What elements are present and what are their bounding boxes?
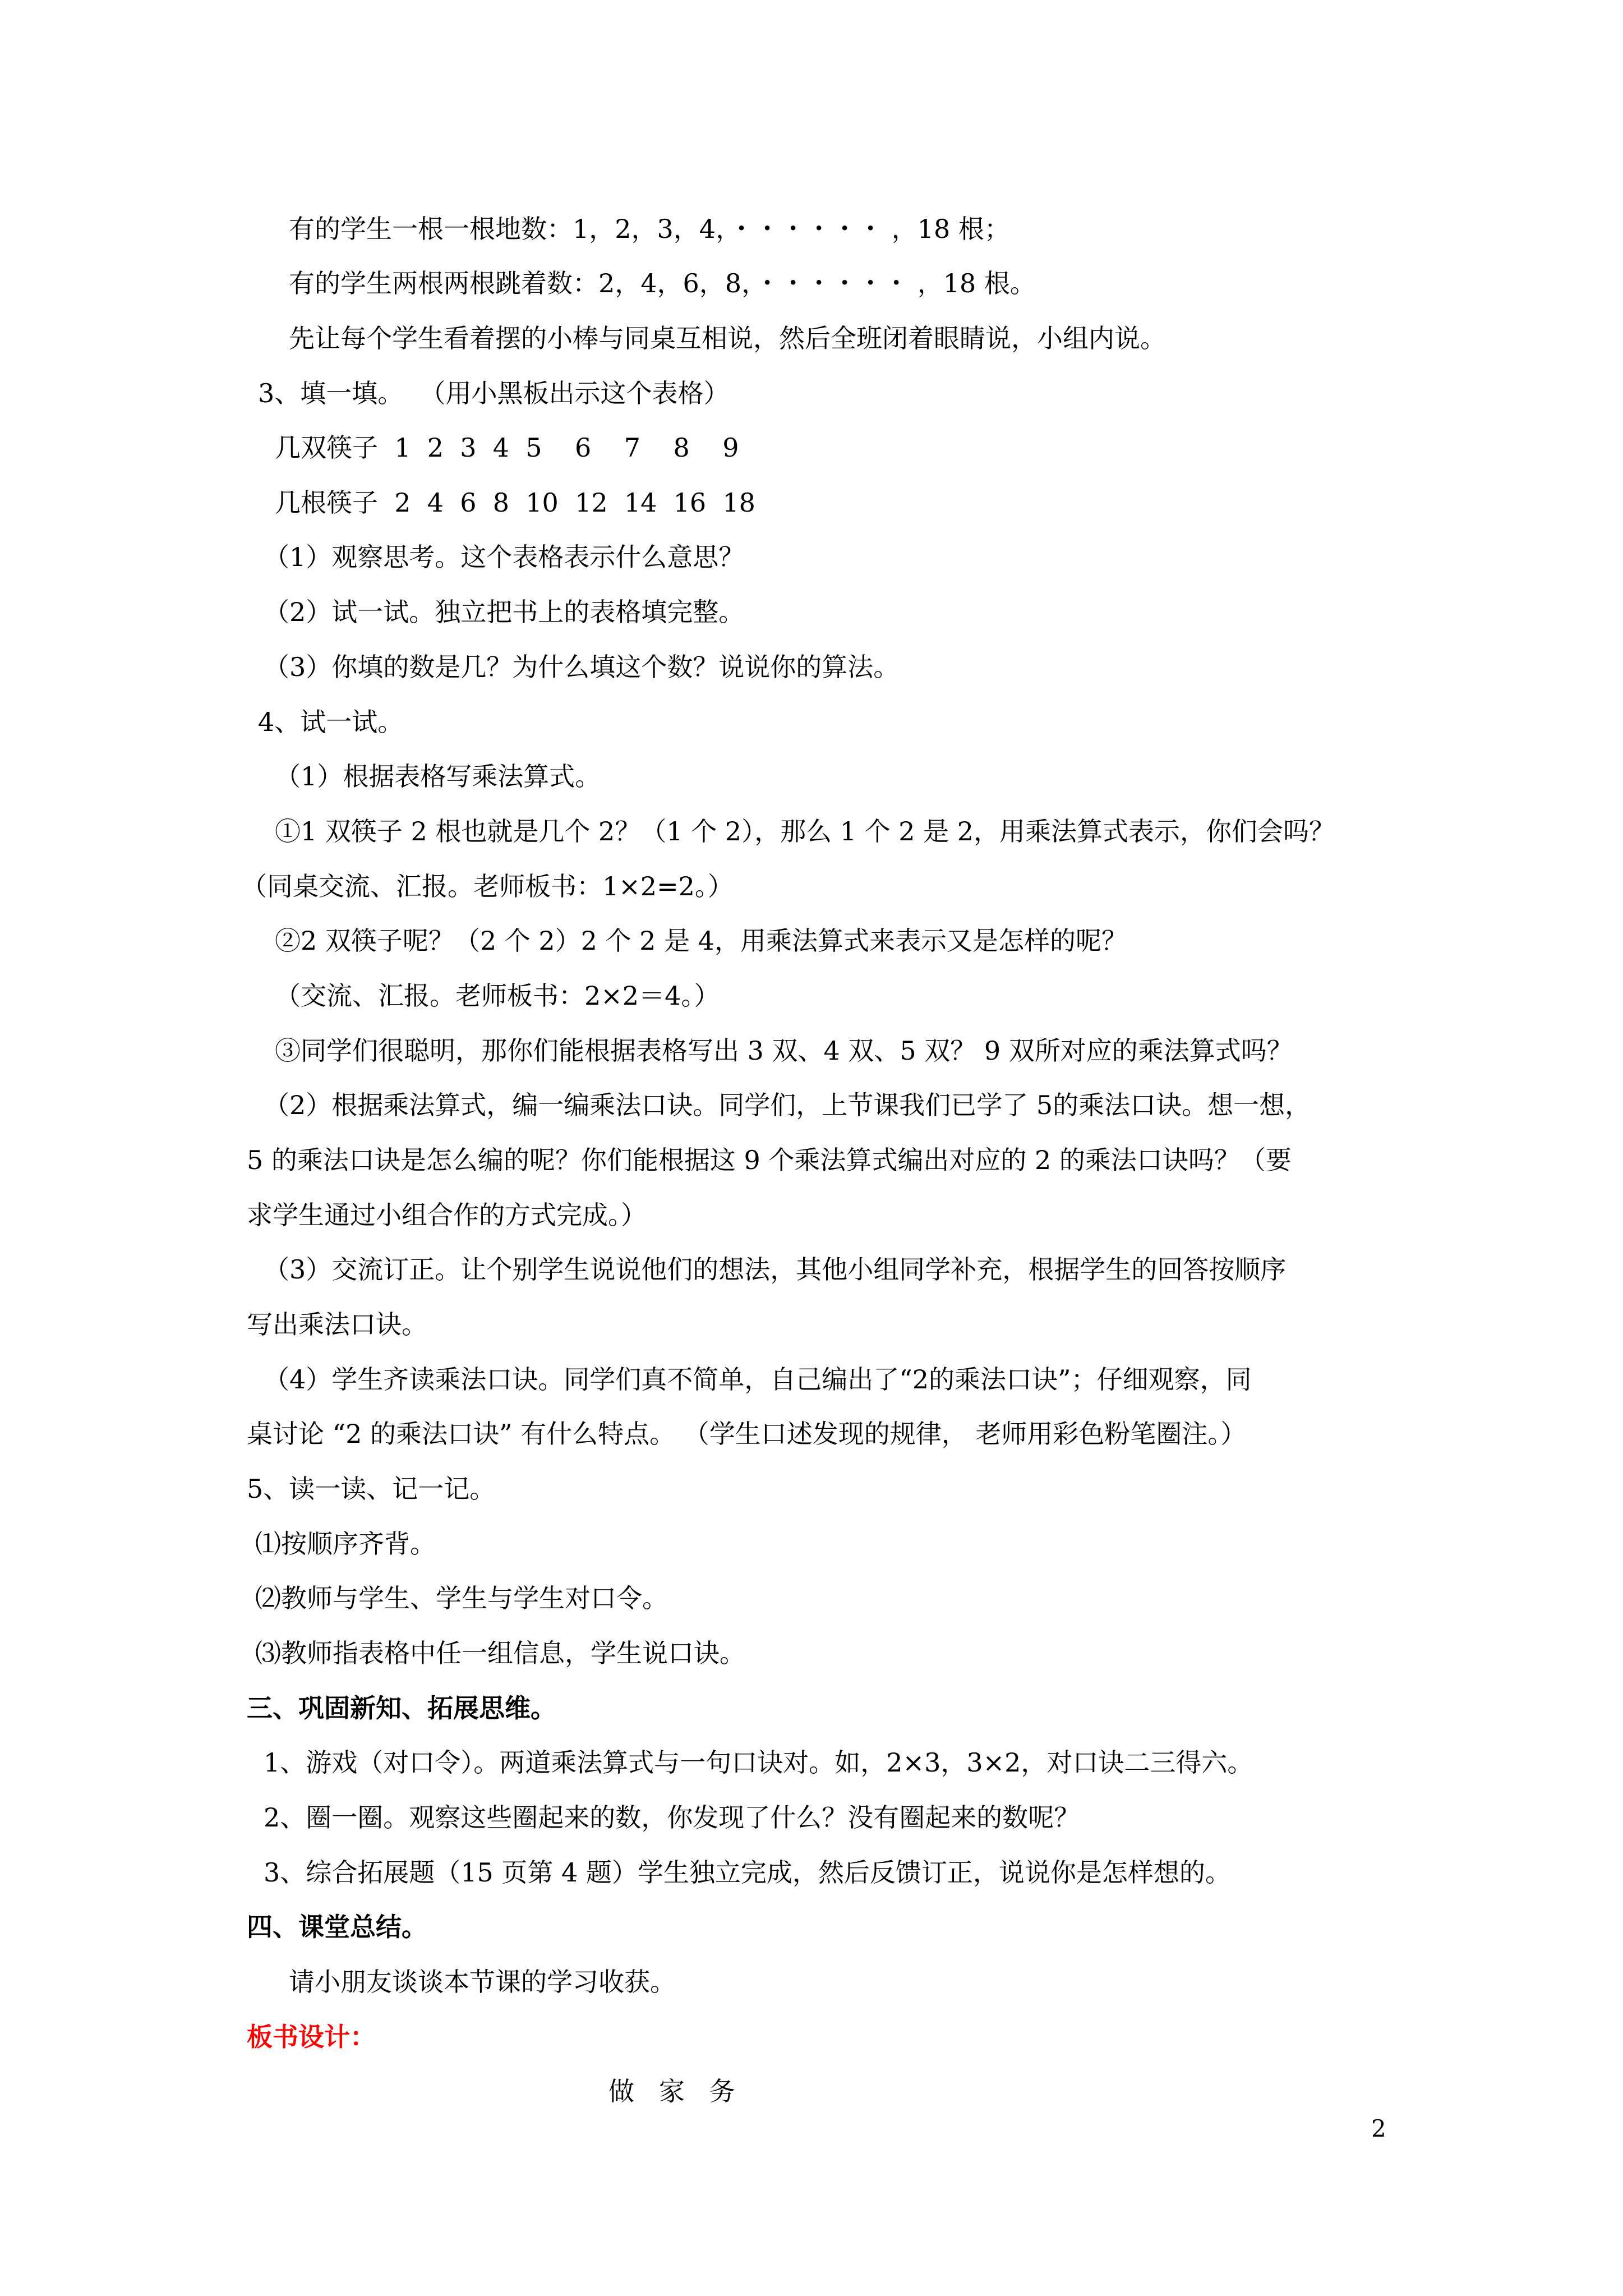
text-line: 5、读一读、记一记。 bbox=[247, 1474, 496, 1504]
text-line: ③同学们很聪明，那你们能根据表格写出 3 双、4 双、5 双？ 9 双所对应的乘法算式吗？ bbox=[275, 1036, 1293, 1066]
text-line: ⑵教师与学生、学生与学生对口令。 bbox=[255, 1583, 668, 1613]
text-line: （2）试一试。独立把书上的表格填完整。 bbox=[264, 597, 745, 627]
text-line: ①1 双筷子 2 根也就是几个 2？（1 个 2），那么 1 个 2 是 2，用乘法算式表示，你们会吗？ bbox=[275, 816, 1335, 846]
text-line: ⑶教师指表格中任一组信息，学生说口诀。 bbox=[255, 1638, 745, 1668]
text-line: （1）观察思考。这个表格表示什么意思？ bbox=[264, 542, 745, 572]
text-line: 3、综合拓展题（15 页第 4 题）学生独立完成，然后反馈订正，说说你是怎样想的。 bbox=[264, 1857, 1231, 1888]
table-row-sticks: 几根筷子 2 4 6 8 10 12 14 16 18 bbox=[275, 487, 755, 518]
text-line: （同桌交流、汇报。老师板书：1×2=2。） bbox=[241, 871, 734, 901]
text-line: （1）根据表格写乘法算式。 bbox=[275, 761, 601, 792]
text-line: （4）学生齐读乘法口诀。同学们真不简单，自己编出了“2的乘法口诀”；仔细观察，同 bbox=[264, 1364, 1252, 1395]
text-line: 4、试一试。 bbox=[258, 707, 404, 737]
text-line: 2、圈一圈。观察这些圈起来的数，你发现了什么？没有圈起来的数呢？ bbox=[264, 1802, 1080, 1833]
section-heading: 四、课堂总结。 bbox=[247, 1912, 427, 1942]
text-line: （3）交流订正。让个别学生说说他们的想法，其他小组同学补充，根据学生的回答按顺序 bbox=[264, 1254, 1287, 1285]
text-line: （2）根据乘法算式，编一编乘法口诀。同学们，上节课我们已学了 5的乘法口诀。想一想， bbox=[264, 1090, 1311, 1120]
text-line: ②2 双筷子呢？（2 个 2）2 个 2 是 4，用乘法算式来表示又是怎样的呢？ bbox=[275, 926, 1127, 956]
text-line: 有的学生两根两根跳着数：2，4，6，8，・・・・・・ ，18 根。 bbox=[289, 268, 1036, 298]
text-line: ⑴按顺序齐背。 bbox=[255, 1529, 436, 1559]
text-line: 写出乘法口诀。 bbox=[247, 1309, 427, 1340]
text-line: 请小朋友谈谈本节课的学习收获。 bbox=[289, 1967, 676, 1997]
table-row-pairs: 几双筷子 1 2 3 4 5 6 7 8 9 bbox=[275, 432, 739, 463]
section-heading: 三、巩固新知、拓展思维。 bbox=[247, 1693, 556, 1723]
text-line: （交流、汇报。老师板书：2×2＝4。） bbox=[275, 981, 720, 1011]
text-line: 桌讨论 “2 的乘法口诀” 有什么特点。 （学生口述发现的规律， 老师用彩色粉笔圈注。） bbox=[247, 1419, 1247, 1449]
page-number: 2 bbox=[1371, 2115, 1386, 2142]
board-design-heading: 板书设计： bbox=[247, 2022, 376, 2052]
text-line: 3、填一填。 （用小黑板出示这个表格） bbox=[258, 378, 730, 408]
text-line: 5 的乘法口诀是怎么编的呢？你们能根据这 9 个乘法算式编出对应的 2 的乘法口诀吗？（要 bbox=[247, 1145, 1292, 1175]
text-line: 求学生通过小组合作的方式完成。） bbox=[247, 1200, 647, 1230]
text-line: 先让每个学生看着摆的小棒与同桌互相说，然后全班闭着眼睛说，小组内说。 bbox=[289, 323, 1166, 353]
text-line: 有的学生一根一根地数：1，2，3，4，・・・・・・ ，18 根； bbox=[289, 214, 1010, 244]
text-line: 1、游戏（对口令）。两道乘法算式与一句口诀对。如，2×3，3×2，对口诀二三得六。 bbox=[264, 1747, 1253, 1778]
board-title: 做 家 务 bbox=[608, 2076, 735, 2106]
text-line: （3）你填的数是几？为什么填这个数？说说你的算法。 bbox=[264, 652, 900, 682]
